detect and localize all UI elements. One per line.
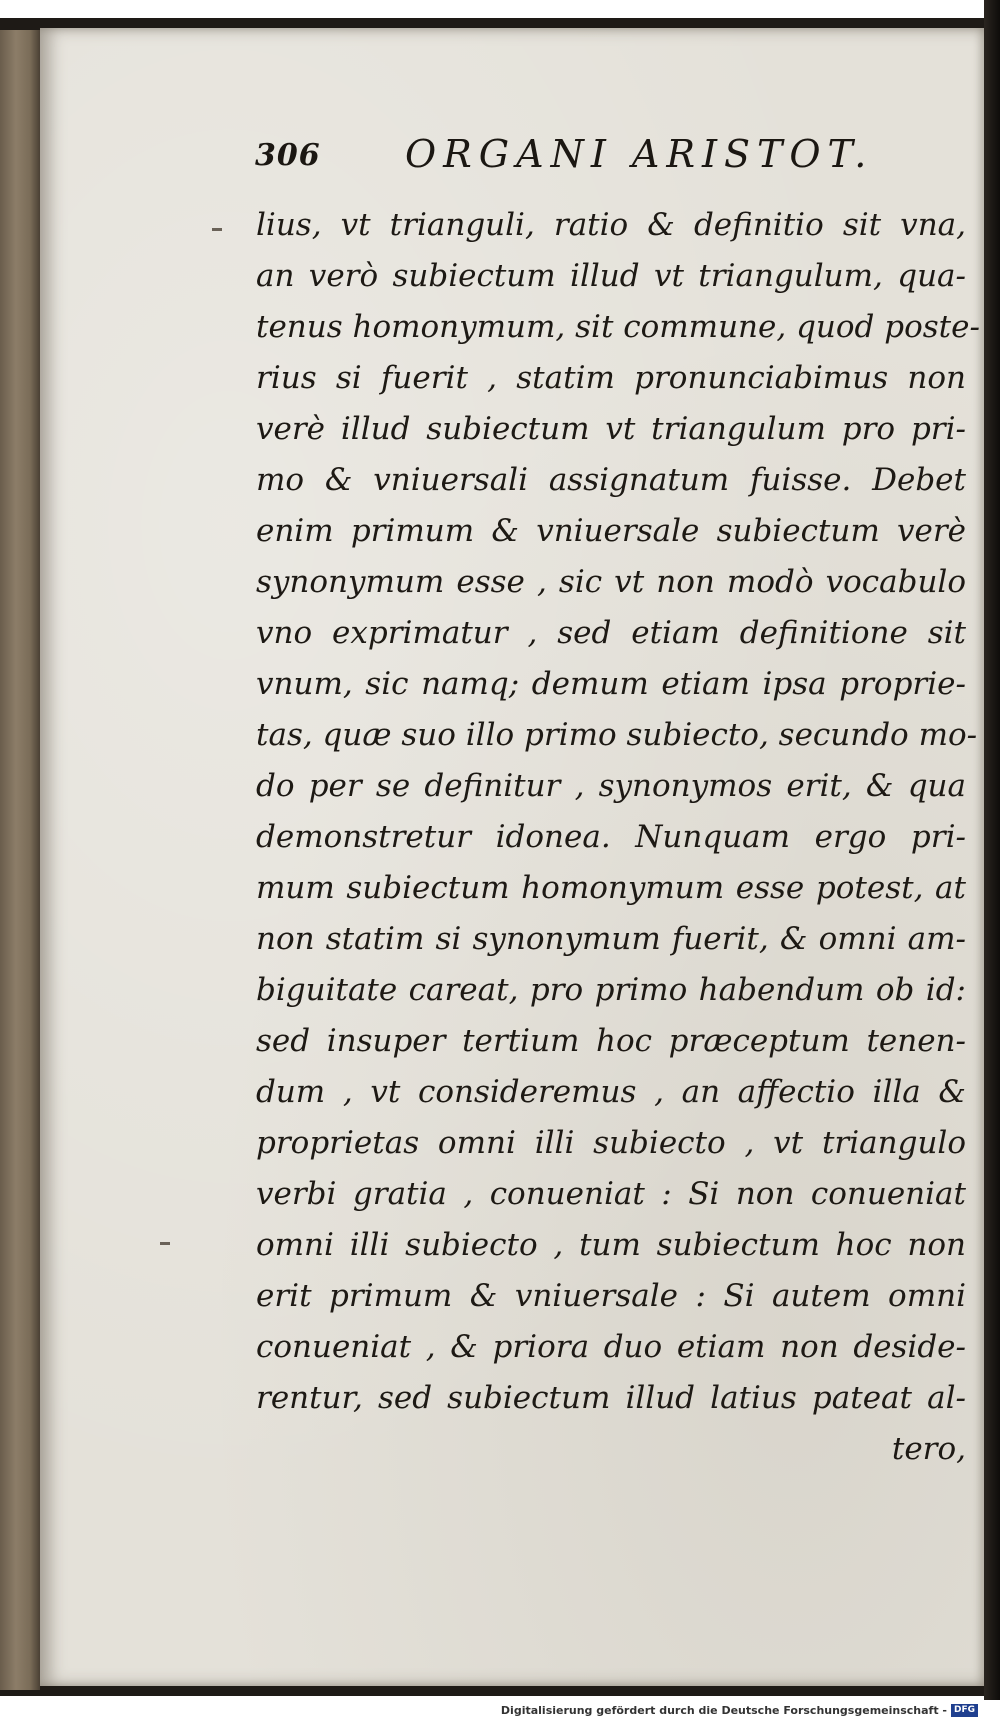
digitization-credit-footer [501, 1700, 978, 1721]
text-line: vnum, sic namq; demum etiam ipsa proprie- [256, 666, 966, 702]
text-line: verè illud subiectum vt triangulum pro pri- [256, 411, 966, 447]
credit-text: Digitalisierung gefördert durch die Deutsche Forschungsgemeinschaft - [500, 1704, 947, 1717]
text-line: enim primum & vniuersale subiectum verè [256, 513, 966, 549]
text-line: rentur, sed subiectum illud latius pateat al- [256, 1380, 966, 1416]
text-line: verbi gratia , conueniat : Si non conueniat [256, 1176, 966, 1212]
text-line: vno exprimatur , sed etiam definitione sit [256, 615, 966, 651]
text-line: conueniat , & priora duo etiam non deside- [256, 1329, 966, 1365]
text-line: demonstretur idonea. Nunquam ergo pri- [256, 819, 966, 855]
text-line: mo & vniuersali assignatum fuisse. Debet [256, 462, 966, 498]
page-header [255, 132, 895, 182]
text-line: erit primum & vniuersale : Si autem omni [256, 1278, 966, 1314]
catchword: tero, [891, 1431, 966, 1467]
text-line: sed insuper tertium hoc præceptum tenen- [256, 1023, 966, 1059]
text-line: proprietas omni illi subiecto , vt triangulo [256, 1125, 966, 1161]
text-line: dum , vt consideremus , an affectio illa & [256, 1074, 966, 1110]
text-line: rius si fuerit , statim pronunciabimus non [256, 360, 966, 396]
text-line: mum subiectum homonymum esse potest, at [256, 870, 966, 906]
text-line: omni illi subiecto , tum subiectum hoc non [256, 1227, 966, 1263]
book-fore-edge [984, 0, 1000, 1700]
text-line: non statim si synonymum fuerit, & omni am- [256, 921, 966, 957]
page-body-text [256, 200, 980, 1475]
text-line: lius, vt trianguli, ratio & definitio sit vna, [256, 207, 966, 243]
margin-mark-middle [160, 1242, 170, 1245]
text-line: tenus homonymum, sit commune, quod poste- [256, 309, 980, 345]
text-line: tas, quæ suo illo primo subiecto, secundo mo- [256, 717, 978, 753]
book-spine-edge [0, 30, 40, 1690]
text-line: an verò subiectum illud vt triangulum, qua- [256, 258, 966, 294]
text-line: biguitate careat, pro primo habendum ob id: [256, 972, 966, 1008]
text-line: do per se definitur , synonymos erit, & qua [256, 768, 966, 804]
margin-mark-top [212, 228, 222, 231]
dfg-logo: DFG [951, 1704, 978, 1717]
page-number: 306 [255, 138, 321, 173]
text-line: synonymum esse , sic vt non modò vocabulo [256, 564, 966, 600]
running-title: ORGANI ARISTOT. [405, 132, 874, 176]
